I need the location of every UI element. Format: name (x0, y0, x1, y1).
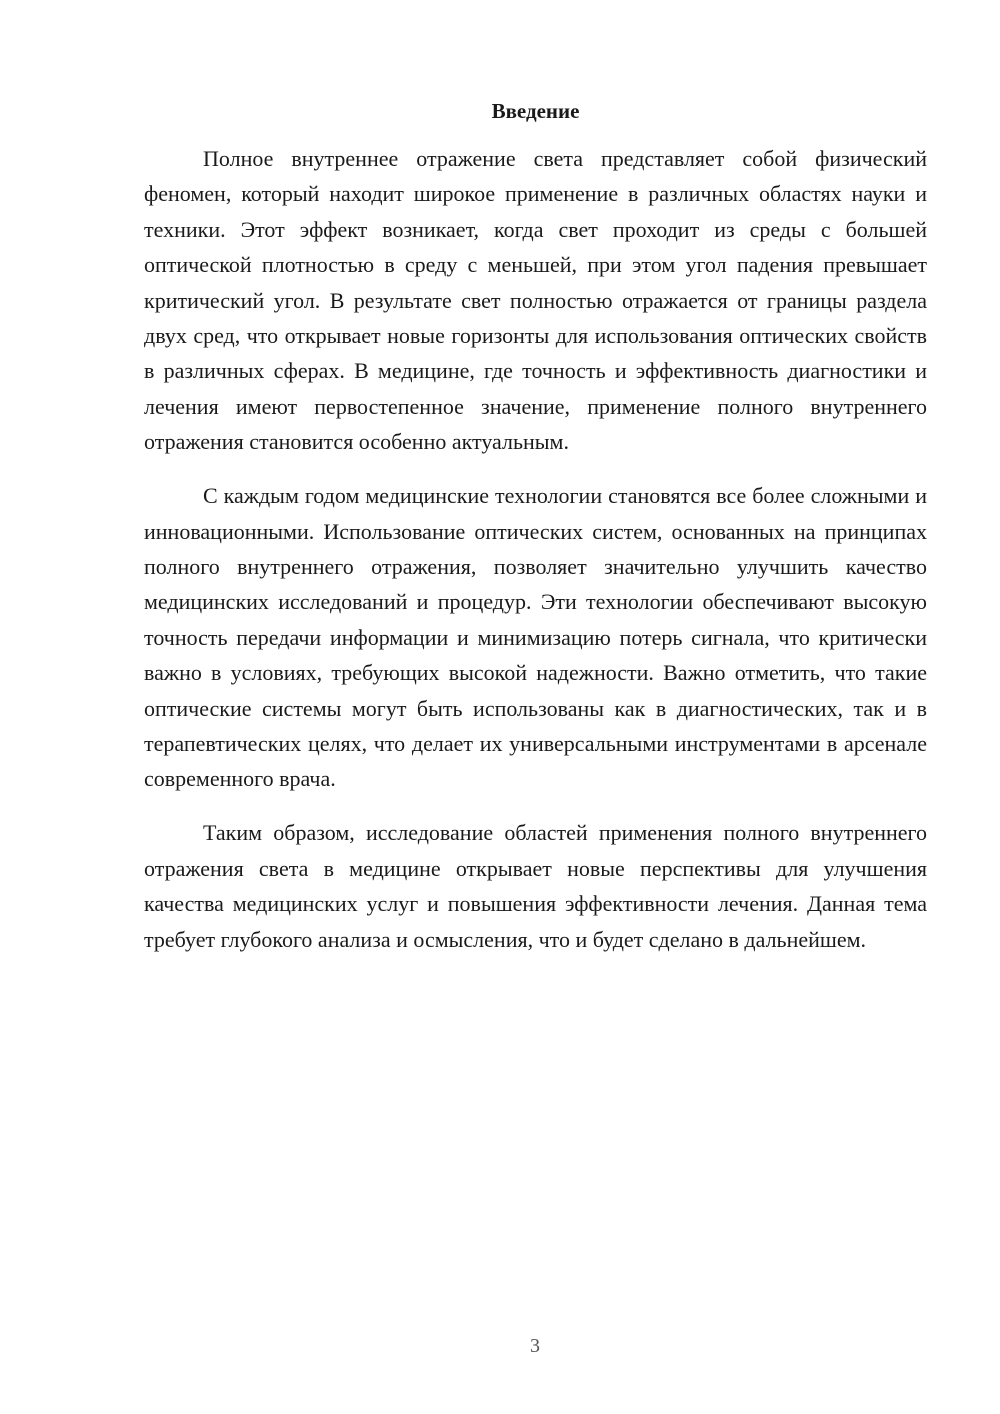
page-number: 3 (530, 1335, 540, 1357)
paragraph-3: Таким образом, исследование областей применения полного внутреннего отражения света в медицине открывает новые перспективы для улучшения качества медицинских услуг и повышения эффективности лечения. Данная тема требует глубокого анализа и осмысления, что и будет сделано в дальнейшем. (144, 820, 927, 952)
body-text-block (144, 94, 927, 975)
paragraph-2: С каждым годом медицинские технологии становятся все более сложными и инновационными. Использование оптических систем, основанных на принципах полного внутреннего отражения, позволяет значительно улучшить качество медицинских исследований и процедур. Эти технологии обеспечивают высокую точность передачи информации и минимизацию потерь сигнала, что критически важно в условиях, требующих высокой надежности. Важно отметить, что такие оптические системы могут быть использованы как в диагностических, так и в терапевтических целях, что делает их универсальными инструментами в арсенале современного врача. (144, 483, 927, 792)
paragraph-1: Полное внутреннее отражение света представляет собой физический феномен, который находит широкое применение в различных областях науки и техники. Этот эффект возникает, когда свет проходит из среды с большей оптической плотностью в среду с меньшей, при этом угол падения превышает критический угол. В результате свет полностью отражается от границы раздела двух сред, что открывает новые горизонты для использования оптических свойств в различных сферах. В медицине, где точность и эффективность диагностики и лечения имеют первостепенное значение, применение полного внутреннего отражения становится особенно актуальным. (144, 146, 927, 455)
section-title: Введение (491, 99, 580, 123)
